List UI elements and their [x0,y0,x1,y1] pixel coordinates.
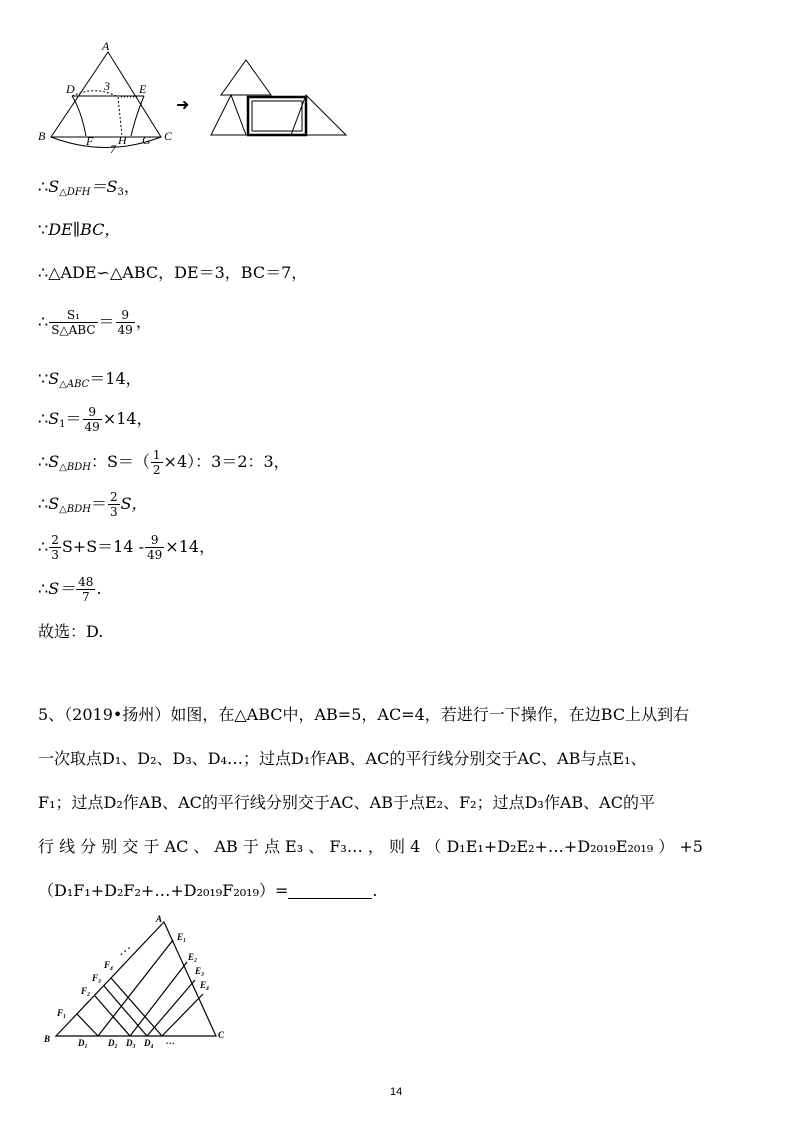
label-H: H [118,133,127,147]
fraction: $\frac{\text{S₁}}{\text{S△ABC}}$ [51,308,96,337]
label-F2: F₂ [81,986,91,996]
figure-cut-triangle [36,40,356,160]
label-E3: E₃ [195,966,205,976]
problem-line-5: （D₁F₁+D₂F₂+…+D₂₀₁₉F₂₀₁₉）= . [38,881,378,900]
label-F1: F₁ [57,1008,67,1018]
label-G: G [142,133,151,147]
solution-line-9: ∴ $\frac{2}{3}$ S+S＝14 - $\frac{9}{49}$ ×14， [38,533,216,562]
figure-triangle-parallels [40,912,240,1052]
label-D4: D₄ [144,1038,154,1048]
solution-line-3: ∴△ADE∽△ABC，DE＝3，BC＝7， [38,263,308,282]
label-E1: E₁ [177,932,187,942]
label-D2: D₂ [108,1038,118,1048]
label-dots: … [166,1036,175,1046]
solution-line-1: $\therefore S_{\triangle DFH}=S_3$， [38,177,140,198]
label-E2: E₂ [188,952,198,962]
answer-line: 故选：D. [38,622,104,641]
problem-line-3: F₁；过点D₂作AB、AC的平行线分别交于AC、AB于点E₂、F₂；过点D₃作AB、AC的平 [38,793,655,812]
solution-line-2: ∵DE∥BC， [38,220,121,239]
label-F3: F₃ [92,973,102,983]
label-F: F [86,134,94,148]
label-7: 7 [110,142,116,156]
page-number: 14 [390,1086,403,1098]
label-E: E [139,82,147,96]
solution-line-5: $\because S_{\triangle ABC}=14$， [38,369,142,390]
label-B: B [44,1034,51,1044]
solution-line-10: ∴S＝ $\frac{48}{7}$ . [38,575,102,604]
solution-line-8: $\therefore S_{\triangle BDH}=$ $\frac{2}{3}$ S， [38,490,148,519]
label-E4: E₄ [200,980,210,990]
label-C: C [164,129,173,143]
label-D3: D₃ [126,1038,136,1048]
label-F4: F₄ [104,960,114,970]
label-A: A [102,40,110,53]
answer-blank[interactable] [288,882,372,899]
problem-line-4: 行 线 分 别 交 于 AC 、 AB 于 点 E₃ 、 F₃… ， 则 4 （ D₁E₁+D₂E₂+…+D₂₀₁₉E₂₀₁₉ ） +5 [38,837,703,856]
label-C: C [218,1030,225,1040]
label-3: 3 [104,79,110,93]
solution-line-4: ∴ $\frac{\text{S₁}}{\text{S△ABC}}$ ＝ $\frac{9}{49}$ ， [38,308,152,337]
problem-5 [38,693,758,913]
label-B: B [38,129,46,143]
arrow-icon: ➜ [176,97,190,114]
problem-line-2: 一次取点D₁、D₂、D₃、D₄…；过点D₁作AB、AC的平行线分别交于AC、AB与点E₁、 [38,749,647,768]
label-D1: D₁ [78,1038,88,1048]
label-A: A [156,914,163,924]
label-vdots: ⋰ [120,946,129,956]
solution-line-7: $\therefore S_{\triangle BDH}$：S＝（ $\frac{1}{2}$ ×4）：3＝2：3， [38,448,290,477]
label-D: D [66,82,75,96]
problem-line-1: 5、（2019•扬州）如图，在△ABC中，AB=5，AC=4，若进行一下操作，在边BC上从到右 [38,705,690,724]
solution-line-6: $\therefore S_1=$ $\frac{9}{49}$ ×14， [38,405,153,434]
